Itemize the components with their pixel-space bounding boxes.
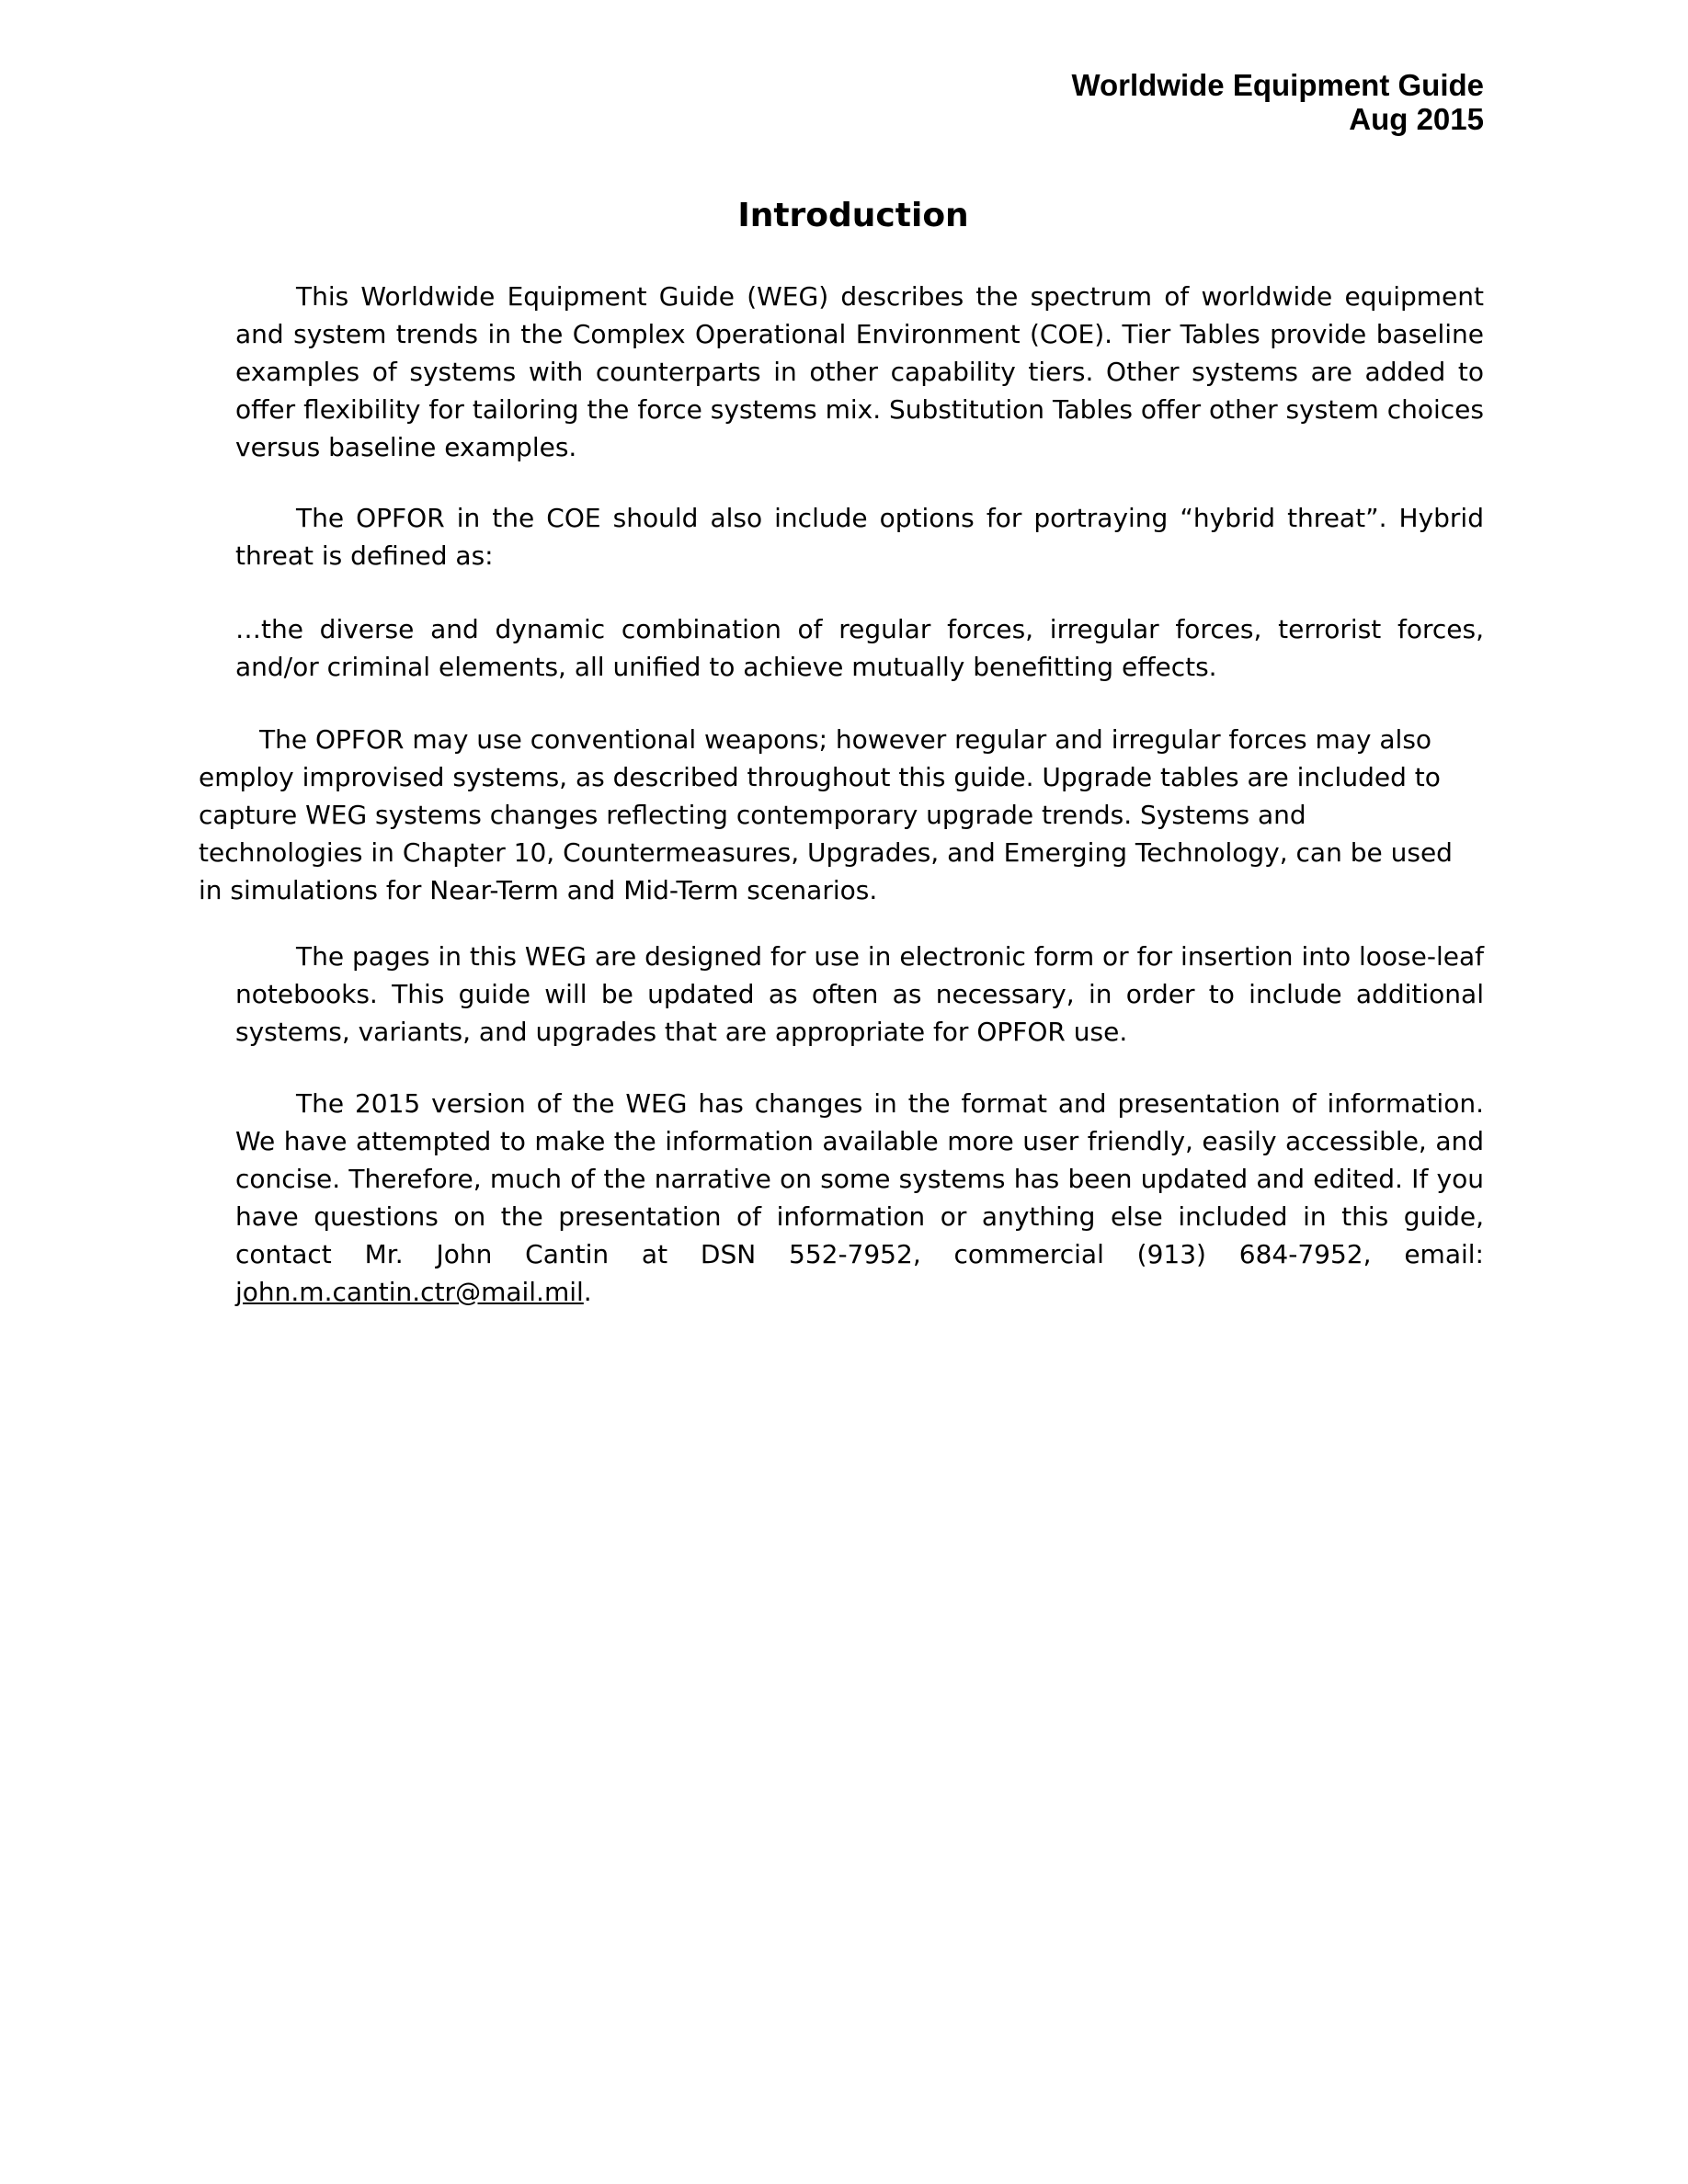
document-header: [1071, 68, 1484, 136]
paragraph-hybrid-threat: The OPFOR in the COE should also include options for portraying “hybrid threat”. Hybrid threat is defined as:: [235, 503, 1484, 571]
paragraph-2015-version-text: The 2015 version of the WEG has changes in the format and presentation of information. We have attempted to make the information available more user friendly, easily accessible, and concise. Therefore, much of the narrative on some systems has been updated and edited. If you have questions on the presentation of information or anything else included in this guide, contact Mr. John Cantin at DSN 552-7952, commercial (913) 684-7952, email:: [235, 1088, 1484, 1269]
paragraph-hybrid-threat-definition: …the diverse and dynamic combination of regular forces, irregular forces, terrorist forces, and/or criminal elements, all unified to achieve mutually benefitting effects.: [235, 614, 1484, 682]
paragraph-conventional-weapons: The OPFOR may use conventional weapons; however regular and irregular forces may also employ improvised systems, as described throughout this guide. Upgrade tables are included to capture WEG systems changes reflecting contemporary upgrade trends. Systems and technologies in Chapter 10, Countermeasures, Upgrades, and Emerging Technology, can be used in simulations for Near-Term and Mid-Term scenarios.: [199, 724, 1453, 905]
page-title: Introduction: [737, 197, 969, 234]
document-title-header: Worldwide Equipment Guide: [1071, 68, 1484, 102]
paragraph-electronic-form: The pages in this WEG are designed for use in electronic form or for insertion into loose-leaf notebooks. This guide will be updated as often as necessary, in order to include additional systems, variants, and upgrades that are appropriate for OPFOR use.: [235, 941, 1484, 1047]
contact-email-link[interactable]: john.m.cantin.ctr@mail.mil: [235, 1277, 584, 1307]
paragraph-2015-version: [235, 1085, 1484, 1311]
document-date: Aug 2015: [1349, 102, 1484, 136]
trailing-period: .: [583, 1277, 592, 1307]
paragraph-weg-description: This Worldwide Equipment Guide (WEG) describes the spectrum of worldwide equipment and system trends in the Complex Operational Environment (COE). Tier Tables provide baseline examples of systems with counterparts in other capability tiers. Other systems are added to offer flexibility for tailoring the force systems mix. Substitution Tables offer other system choices versus baseline examples.: [235, 281, 1484, 462]
